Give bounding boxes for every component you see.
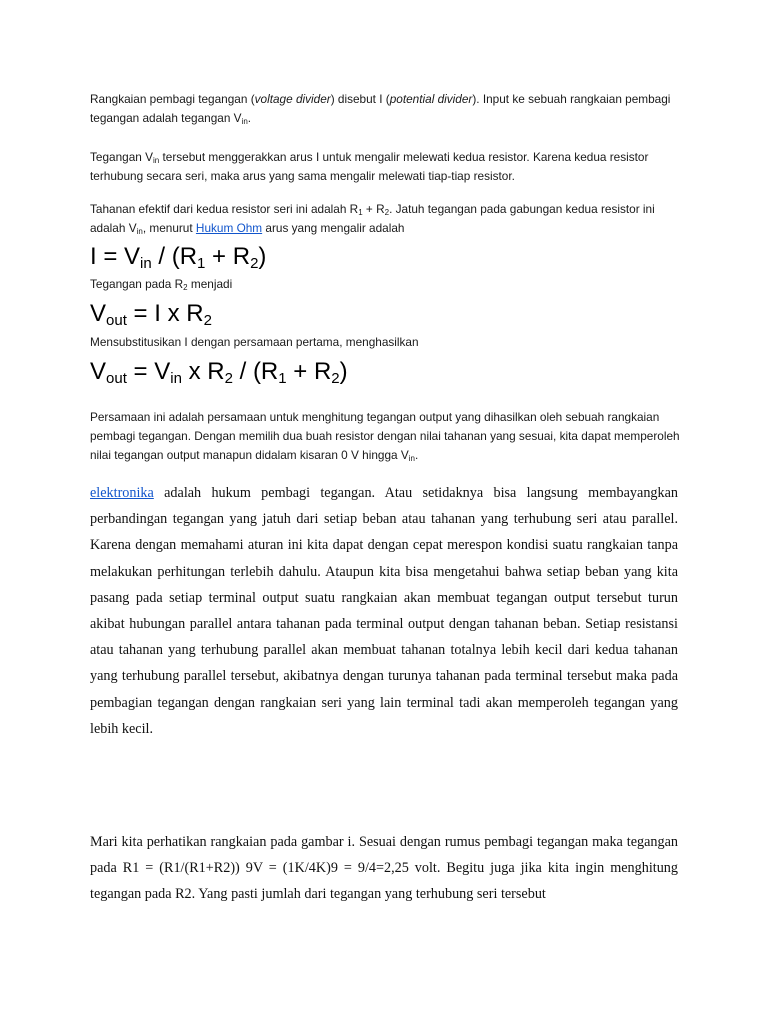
hukum-ohm-link[interactable]: Hukum Ohm (195, 221, 263, 235)
paragraph-elektronika: elektronika adalah hukum pembagi tegangan. Atau setidaknya bisa langsung membayangkan perbandingan tegangan yang jatuh dari setiap beban atau tahanan yang terhubung seri atau parallel. Karena dengan memahami aturan ini kita dapat dengan cepat merespon kondisi suatu rangkaian tanpa melakukan perhitungan terlebih dahulu. Ataupun kita bisa mengetahui bahwa setiap beban yang kita pasang pada setiap terminal output suatu rangkaian akan membuat tegangan output tersebut turun akibat hubungan parallel antara tahanan pada terminal output dengan tahanan beban. Setiap resistansi atau tahanan yang terhubung parallel akan membuat tahanan totalnya lebih kecil dari kedua tahanan yang terhubung parallel tersebut, akibatnya dengan turunya tahanan pada terminal tersebut maka pada pembagian tegangan dengan rangkaian seri yang lain terminal tadi akan memperoleh tegangan yang lebih kecil. (90, 485, 678, 737)
elektronika-link[interactable]: elektronika (90, 485, 154, 501)
paragraph-substitution: Mensubstitusikan I dengan persamaan pertama, menghasilkan (90, 335, 419, 349)
equation-vout-divider: $V_{out} = V_{in}$ x $R_2 / (R_1 + R_2)$ (90, 358, 348, 387)
paragraph-intro: Rangkaian pembagi tegangan (voltage divider) disebut I (potential divider). Input ke sebuah rangkaian pembagi tegangan adalah tegangan $V_{in}$. (90, 92, 671, 126)
paragraph-voltage-r2: Tegangan pada $R_2$ menjadi (90, 277, 233, 292)
equation-vout-current: $V_{out} = I$ x $R_2$ (90, 300, 212, 329)
paragraph-current: Tegangan $V_{in}$ tersebut menggerakkan arus I untuk mengalir melewati kedua resistor. Karena kedua resistor terhubung secara seri, maka arus yang sama mengalir melewati tiap-tiap resistor. (90, 150, 649, 183)
paragraph-conclusion: Persamaan ini adalah persamaan untuk menghitung tegangan output yang dihasilkan oleh sebuah rangkaian pembagi tegangan. Dengan memilih dua buah resistor dengan nilai tahanan yang sesuai, kita dapat memperoleh nilai tegangan output manapun didalam kisaran 0 V hingga $V_{in}$. (90, 410, 680, 463)
paragraph-example: Mari kita perhatikan rangkaian pada gambar i. Sesuai dengan rumus pembagi tegangan maka tegangan pada R1 = (R1/(R1+R2)) 9V = (1K/4K)9 = 9/4=2,25 volt. Begitu juga jika kita ingin menghitung tegangan pada R2. Yang pasti jumlah dari tegangan yang terhubung seri tersebut (90, 834, 678, 903)
paragraph-resistance: Tahanan efektif dari kedua resistor seri ini adalah $R_1 + R_2$. Jatuh tegangan pada gabungan kedua resistor ini adalah $V_{in}$, menurut Hukum Ohm arus yang mengalir adalah (90, 202, 655, 236)
equation-current: $I = V_{in} / (R_1 + R_2)$ (90, 243, 267, 272)
